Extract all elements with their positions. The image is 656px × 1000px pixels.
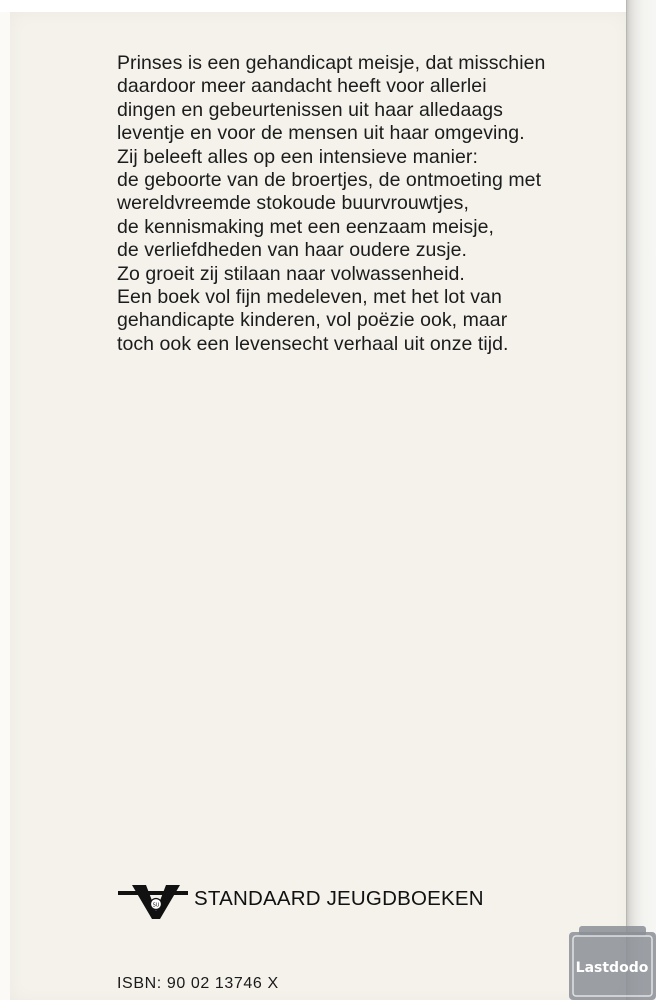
blurb-line: Zij beleeft alles op een intensieve manier: [117,145,478,168]
blurb-line: de verliefdheden van haar oudere zusje. [117,239,467,262]
svg-text:SU: SU [152,902,160,909]
svg-text:Lastdodo: Lastdodo [575,960,649,976]
publisher-block [118,876,538,922]
blurb-line: toch ook een levensecht verhaal uit onze tijd. [117,332,509,355]
blurb-line: leventje en voor de mensen uit haar omgeving. [117,122,525,145]
blurb-text [117,52,587,356]
blurb-line: Zo groeit zij stilaan naar volwassenheid. [117,262,465,285]
publisher-name: STANDAARD JEUGDBOEKEN [194,887,484,910]
blurb-line: Een boek vol fijn medeleven, met het lot van [117,286,502,309]
publisher-logo-icon [118,881,188,921]
cover-edge [626,0,656,1000]
lastdodo-watermark-icon [569,926,656,1000]
isbn-number: ISBN: 90 02 13746 X [117,975,279,992]
top-margin [0,0,656,12]
blurb-line: daardoor meer aandacht heeft voor allerlei [117,75,487,98]
blurb-line: de kennismaking met een eenzaam meisje, [117,215,494,238]
blurb-line: de geboorte van de broertjes, de ontmoeting met [117,169,542,192]
blurb-line: wereldvreemde stokoude buurvrouwtjes, [117,192,469,215]
blurb-line: dingen en gebeurtenissen uit haar alledaags [117,98,503,121]
blurb-line: gehandicapte kinderen, vol poëzie ook, maar [117,309,508,332]
blurb-line: Prinses is een gehandicapt meisje, dat misschien [117,52,546,74]
